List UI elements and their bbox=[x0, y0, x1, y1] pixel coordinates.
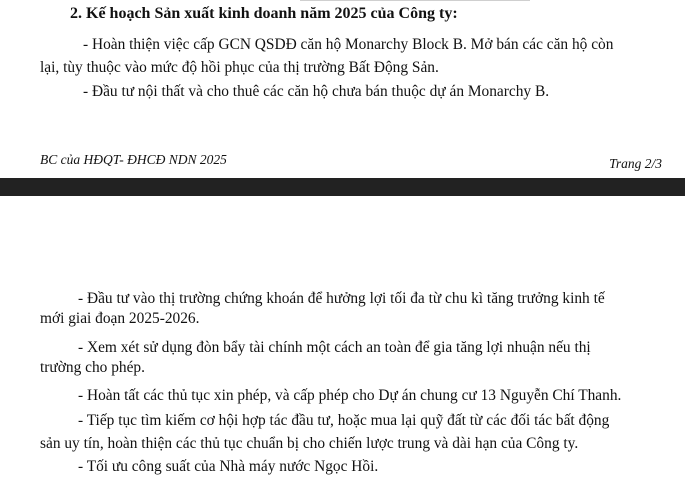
paragraph-line: mới giai đoạn 2025-2026. bbox=[40, 310, 200, 327]
paragraph-line: - Đầu tư nội thất và cho thuê các căn hộ chưa bán thuộc dự án Monarchy B. bbox=[83, 83, 550, 100]
paragraph-line: - Tối ưu công suất của Nhà máy nước Ngọc Hồi. bbox=[78, 458, 379, 475]
page-separator bbox=[0, 178, 685, 196]
paragraph-line: sản uy tín, hoàn thiện các thủ tục chuẩn bị cho chiến lược trung và dài hạn của Công ty. bbox=[40, 435, 579, 452]
paragraph-line: trường cho phép. bbox=[40, 359, 145, 376]
paragraph-line: lại, tùy thuộc vào mức độ hồi phục của thị trường Bất Động Sản. bbox=[40, 59, 439, 76]
paragraph-line: - Hoàn tất các thủ tục xin phép, và cấp phép cho Dự án chung cư 13 Nguyễn Chí Thanh. bbox=[78, 387, 622, 404]
paragraph-line: - Tiếp tục tìm kiếm cơ hội hợp tác đầu tư, hoặc mua lại quỹ đất từ các đối tác bất động bbox=[78, 412, 610, 429]
document-page-top bbox=[0, 0, 685, 178]
footer-left: BC của HĐQT- ĐHCĐ NDN 2025 bbox=[40, 152, 227, 167]
previous-line-edge bbox=[300, 0, 530, 1]
section-heading: 2. Kế hoạch Sản xuất kinh doanh năm 2025 của Công ty: bbox=[70, 5, 458, 22]
paragraph-line: - Hoàn thiện việc cấp GCN QSDĐ căn hộ Monarchy Block B. Mở bán các căn hộ còn bbox=[83, 36, 614, 53]
paragraph-line: - Đầu tư vào thị trường chứng khoán để hưởng lợi tối đa từ chu kì tăng trưởng kinh tế bbox=[78, 290, 605, 307]
paragraph-line: - Xem xét sử dụng đòn bẩy tài chính một cách an toàn để gia tăng lợi nhuận nếu thị bbox=[78, 339, 591, 356]
document-page-bottom bbox=[0, 196, 685, 485]
page-number: Trang 2/3 bbox=[609, 156, 662, 171]
